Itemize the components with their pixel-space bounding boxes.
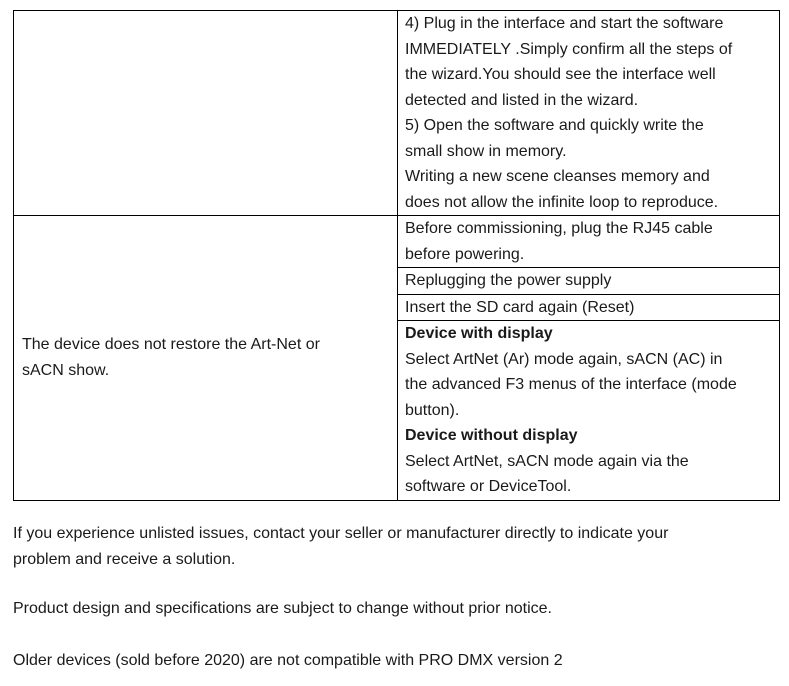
solution-line: 5) Open the software and quickly write the xyxy=(405,117,704,134)
solution-line: does not allow the infinite loop to reproduce. xyxy=(405,193,719,211)
solution-text xyxy=(398,295,779,321)
problem-cell-empty xyxy=(14,11,398,216)
problem-line: sACN show. xyxy=(22,361,110,379)
table-row xyxy=(14,216,780,268)
solution-line: before powering. xyxy=(405,245,525,263)
solution-line: the wizard.You should see the interface well xyxy=(405,66,716,83)
solution-text xyxy=(398,321,779,500)
solution-line: Insert the SD card again (Reset) xyxy=(405,298,635,316)
solution-line: software or DeviceTool. xyxy=(405,478,572,495)
compatibility-paragraph: Older devices (sold before 2020) are not compatible with PRO DMX version 2 xyxy=(13,652,563,669)
problem-text xyxy=(14,332,397,383)
solution-line: Select ArtNet, sACN mode again via the xyxy=(405,452,689,470)
solution-text xyxy=(398,11,779,215)
solution-line: Before commissioning, plug the RJ45 cable xyxy=(405,220,713,237)
notice-paragraph: Product design and specifications are subject to change without prior notice. xyxy=(13,600,552,617)
table-row xyxy=(14,11,780,216)
contact-paragraph xyxy=(13,521,773,573)
paragraph-line: If you experience unlisted issues, contact your seller or manufacturer directly to indicate your xyxy=(13,525,669,542)
solution-cell xyxy=(398,11,780,216)
solution-line: the advanced F3 menus of the interface (mode xyxy=(405,376,737,393)
solution-cell xyxy=(398,294,780,321)
problem-line: The device does not restore the Art-Net or xyxy=(22,336,320,354)
solution-line: IMMEDIATELY .Simply confirm all the steps of xyxy=(405,40,733,58)
solution-cell xyxy=(398,268,780,295)
solution-heading: Device with display xyxy=(405,325,553,342)
solution-line: detected and listed in the wizard. xyxy=(405,91,639,109)
solution-cell xyxy=(398,216,780,268)
solution-line: small show in memory. xyxy=(405,142,567,160)
paragraph-line: problem and receive a solution. xyxy=(13,551,236,568)
solution-line: Writing a new scene cleanses memory and xyxy=(405,168,710,185)
troubleshooting-table xyxy=(13,10,780,501)
solution-heading: Device without display xyxy=(405,427,578,444)
problem-cell xyxy=(14,216,398,501)
solution-line: 4) Plug in the interface and start the software xyxy=(405,15,724,32)
solution-cell xyxy=(398,321,780,501)
solution-text xyxy=(398,268,779,294)
solution-line: Replugging the power supply xyxy=(405,272,612,289)
solution-line: button). xyxy=(405,401,460,419)
solution-text xyxy=(398,216,779,267)
solution-line: Select ArtNet (Ar) mode again, sACN (AC) in xyxy=(405,350,723,368)
